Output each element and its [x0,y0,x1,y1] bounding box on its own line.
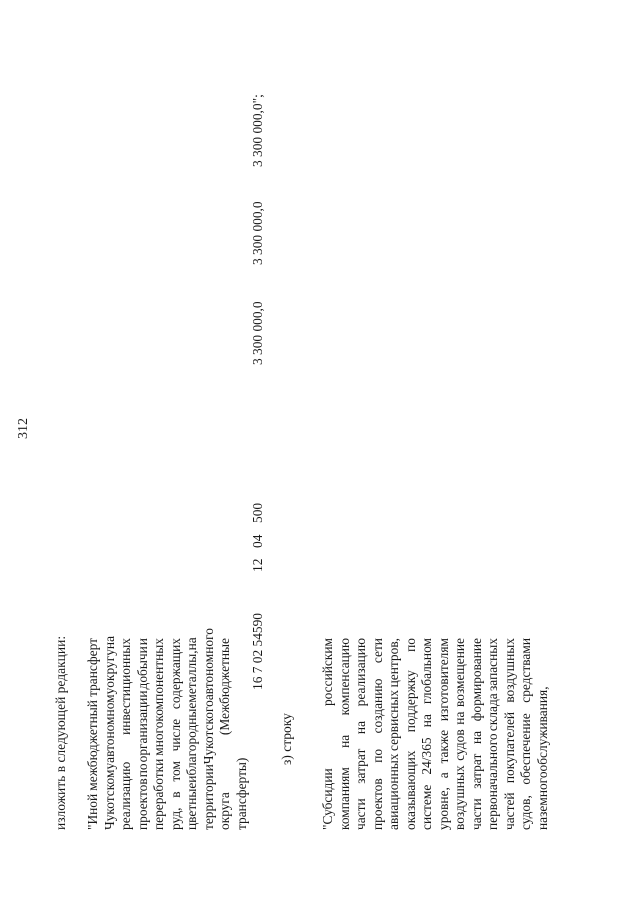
word: на [452,711,467,725]
intro-text: изложить в следующей редакции: [53,635,68,830]
word: содержащих [167,638,183,710]
text-line [320,638,337,830]
word: Чукотского [200,700,216,765]
word: округу [101,649,117,688]
word: руд, [167,807,183,830]
word: на [184,637,199,651]
word: благородные [184,702,199,776]
word: по [369,748,385,763]
word: обслуживания, [534,686,550,772]
target-code: 16 7 02 54590 [250,613,265,690]
word: "Иной [85,793,100,830]
text-line [135,638,152,830]
text-line [168,638,185,830]
text-line [217,638,234,830]
word: проектов [369,778,385,830]
text-line [469,638,486,830]
text-line [518,638,535,830]
word: Чукотскому [101,762,117,830]
text-line [184,638,201,830]
word: центров, [386,638,401,688]
word: склада [485,693,500,732]
word: инвестиционных [118,638,133,735]
text-line [151,638,168,830]
text-line [436,638,453,830]
text-line [200,628,218,830]
text-line [485,638,502,830]
word: автономного [200,628,216,701]
word: уровне, [435,787,451,830]
word: судов, [518,795,533,830]
word: оказывающих [402,750,418,830]
text-line [353,638,370,830]
word: запасных [485,638,500,691]
row2-description [320,638,551,830]
section-code: 04 [250,534,265,548]
word: по [134,763,150,778]
word: компаниям [336,767,352,830]
word: межбюджетный [85,700,100,791]
word: авиационных [386,753,401,830]
text-line [419,638,436,830]
expense-type-code: 500 [250,502,265,523]
word: судов [452,729,467,761]
text-line [386,638,403,830]
text-line [101,635,119,830]
text-line [452,638,469,830]
word: числе [167,718,183,752]
word: на [419,714,434,728]
word: затрат [353,748,368,784]
word: сети [369,638,385,664]
word: на [101,635,117,650]
amount-2: 3 300 000,0 [250,201,265,265]
word: на [468,730,484,745]
word: глобальном [419,638,434,704]
word: "Субсидии [320,768,335,830]
word: российским [320,638,335,707]
text-line [403,638,420,830]
word: многокомпонентных [151,638,166,756]
word: организации [134,690,150,763]
word: формирование [468,638,484,722]
word: проектов [134,778,150,830]
word: (Межбюджетные [217,638,232,736]
word: реализацию [353,638,368,707]
text-line [234,638,251,830]
word: металлы, [184,650,199,703]
word: частей [501,792,517,830]
word: обеспечение [518,713,533,785]
word: части [353,798,368,830]
word: наземного [534,771,550,830]
word: в [167,791,183,798]
word: и [134,638,150,646]
word: том [167,761,183,782]
word: изготовителям [435,638,451,722]
word: по [402,638,418,652]
text-line [337,638,354,830]
page-number: 312 [16,418,31,439]
word: воздушных [452,765,467,830]
word: части [468,798,484,830]
word: покупателей [501,711,517,784]
word: средствами [518,638,533,703]
subitem-label: з) строку [279,713,294,765]
word: воздушных [501,638,517,703]
word: трансферт [85,638,100,697]
amount-1: 3 300 000,0 [250,301,265,365]
word: автономному [101,687,117,763]
word: на [353,720,368,735]
text-line [535,638,552,830]
word: компенсацию [336,638,352,716]
word: возмещение [452,638,467,707]
text-line [85,638,102,830]
word: сервисных [386,689,401,751]
word: реализацию [118,761,133,830]
text-line [502,638,519,830]
word: системе [419,784,434,830]
word: на [336,734,352,748]
word: затрат [468,753,484,789]
word: 24/365 [419,737,434,775]
subsection-code: 12 [250,558,265,572]
row1-description [85,628,250,830]
word: добычи [134,646,150,690]
word: округа [217,792,232,830]
word: поддержку [402,670,418,733]
amount-3: 3 300 000,0"; [250,94,265,167]
text-line [370,638,387,830]
word: созданию [369,678,385,734]
word: а [435,772,451,779]
word: и [184,775,199,783]
text-line [118,638,135,830]
word: также [435,729,451,764]
word: переработки [151,758,166,830]
word: первоначального [485,733,500,830]
word: цветные [184,782,199,830]
word: трансферты) [233,757,249,830]
word: территории [200,764,216,830]
